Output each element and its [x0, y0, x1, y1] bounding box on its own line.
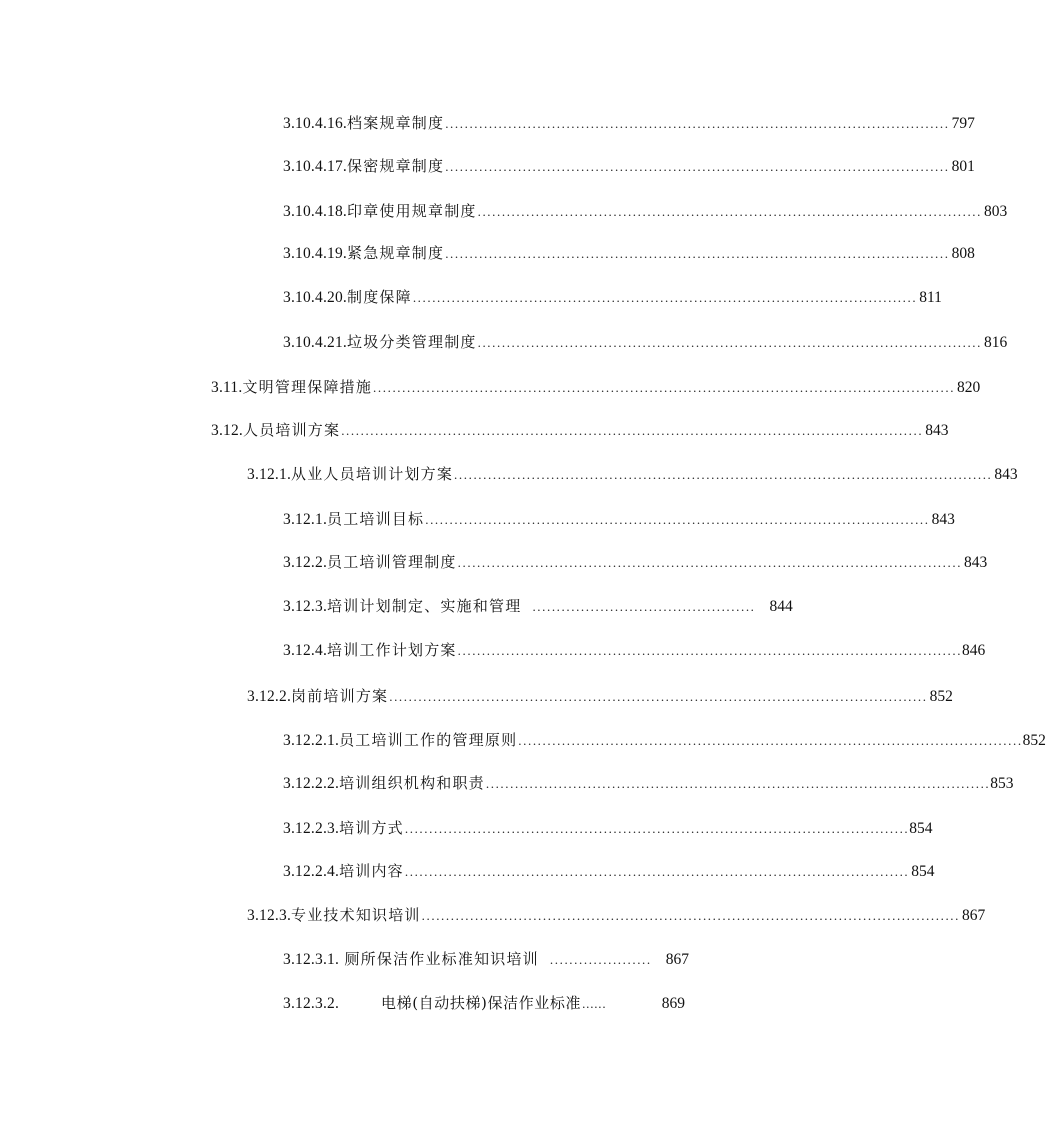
toc-dot-leader: ........................................................................................................	[425, 512, 930, 527]
toc-entry[interactable]	[283, 991, 685, 1015]
toc-dot-leader: ........................................................................................................................	[373, 380, 956, 395]
toc-entry[interactable]	[283, 947, 689, 971]
toc-entry-number: 3.10.4.21.	[283, 334, 347, 351]
toc-dot-leader: ........................................................................................................	[518, 733, 1023, 748]
toc-dot-leader: ........................................................................................................	[404, 864, 910, 879]
toc-dot-leader: ........................................................................................................	[485, 776, 991, 791]
toc-entry-number: 3.12.2.	[247, 688, 292, 705]
toc-entry-page: 852	[929, 688, 953, 705]
toc-entry[interactable]	[283, 638, 986, 662]
toc-dot-leader: ........................................................................................................................	[341, 423, 924, 438]
toc-entry[interactable]	[283, 154, 975, 178]
toc-dot-leader: ........................................................................................................	[412, 290, 918, 305]
toc-dot-leader: ......	[582, 996, 607, 1011]
toc-entry-title: 从业人员培训计划方案	[291, 465, 454, 483]
toc-entry-number: 3.11.	[211, 379, 243, 396]
toc-entry-number: 3.12.2.	[283, 554, 328, 571]
toc-entry[interactable]	[283, 859, 935, 883]
toc-entry-number: 3.10.4.19.	[283, 245, 347, 262]
toc-entry-number: 3.12.3.	[247, 907, 292, 924]
toc-entry-title: 培训方式	[339, 819, 404, 837]
toc-dot-leader: .....................	[549, 952, 652, 967]
toc-entry[interactable]	[247, 903, 986, 927]
toc-dot-leader: ........................................................................................................	[445, 116, 950, 131]
toc-entry[interactable]	[283, 241, 975, 265]
toc-entry-title: 岗前培训方案	[291, 687, 389, 705]
toc-entry-page: 869	[661, 995, 685, 1012]
toc-entry-title: 制度保障	[347, 288, 412, 306]
toc-entry-page: 801	[951, 158, 975, 175]
toc-entry[interactable]	[283, 330, 1008, 354]
toc-entry-title: 专业技术知识培训	[291, 906, 421, 924]
toc-entry-number: 3.12.3.1.	[283, 951, 340, 968]
toc-entry-page: 843	[964, 554, 988, 571]
toc-entry[interactable]	[283, 728, 1046, 752]
toc-entry[interactable]	[247, 684, 953, 708]
toc-dot-leader: ........................................................................................................	[457, 555, 963, 570]
toc-entry[interactable]	[283, 285, 942, 309]
toc-entry-number: 3.12.	[211, 422, 243, 439]
toc-entry-page: 846	[962, 642, 986, 659]
toc-entry-number: 3.12.3.	[283, 598, 328, 615]
toc-entry-page: 797	[951, 115, 975, 132]
toc-entry[interactable]	[283, 507, 955, 531]
toc-entry[interactable]	[211, 375, 981, 399]
toc-entry-page: 843	[994, 466, 1018, 483]
toc-dot-leader: ...............................................................................................................	[421, 908, 960, 923]
toc-entry-page: 843	[931, 511, 955, 528]
toc-entry-number: 3.12.2.4.	[283, 863, 340, 880]
toc-entry-page: 843	[925, 422, 949, 439]
toc-entry-title: 印章使用规章制度	[347, 202, 477, 220]
toc-entry-title: 员工培训目标	[327, 510, 425, 528]
toc-entry-page: 808	[951, 245, 975, 262]
toc-entry[interactable]	[283, 771, 1014, 795]
toc-entry[interactable]	[211, 418, 949, 442]
toc-entry-page: 852	[1022, 732, 1046, 749]
toc-entry-number: 3.12.1.	[283, 511, 328, 528]
toc-entry-number: 3.12.3.2.	[283, 995, 340, 1012]
toc-entry[interactable]	[283, 594, 793, 618]
toc-entry-number: 3.12.2.1.	[283, 732, 340, 749]
toc-entry-title: 厕所保洁作业标准知识培训	[344, 950, 539, 968]
toc-entry-page: 867	[665, 951, 689, 968]
toc-entry-page: 854	[909, 820, 933, 837]
toc-entry-page: 844	[769, 598, 793, 615]
toc-dot-leader: ...............................................................................................................	[389, 689, 928, 704]
toc-entry[interactable]	[283, 816, 933, 840]
toc-entry-page: 854	[911, 863, 935, 880]
toc-entry-page: 820	[957, 379, 981, 396]
toc-entry-title: 档案规章制度	[347, 114, 445, 132]
toc-entry[interactable]	[283, 111, 975, 135]
toc-entry-title: 员工培训管理制度	[327, 553, 457, 571]
toc-entry-title: 人员培训方案	[243, 421, 341, 439]
toc-entry-number: 3.10.4.16.	[283, 115, 347, 132]
toc-dot-leader: ........................................................................................................	[445, 159, 950, 174]
toc-entry-title: 培训工作计划方案	[327, 641, 457, 659]
toc-dot-leader: ........................................................................................................	[457, 643, 963, 658]
toc-entry[interactable]	[283, 550, 988, 574]
toc-entry-page: 816	[984, 334, 1008, 351]
toc-entry-page: 803	[984, 203, 1008, 220]
toc-entry-number: 3.10.4.20.	[283, 289, 347, 306]
toc-entry-number: 3.10.4.17.	[283, 158, 347, 175]
toc-dot-leader: ...............................................................................................................	[454, 467, 993, 482]
toc-entry-title: 电梯(自动扶梯)保洁作业标准	[381, 994, 582, 1012]
toc-entry-page: 853	[990, 775, 1014, 792]
toc-entry[interactable]	[283, 199, 1008, 223]
toc-entry-page: 811	[919, 289, 942, 306]
toc-entry-title: 培训组织机构和职责	[339, 774, 485, 792]
toc-entry-title: 紧急规章制度	[347, 244, 445, 262]
toc-entry-title: 文明管理保障措施	[242, 378, 373, 396]
toc-entry-title: 培训内容	[339, 862, 404, 880]
toc-entry-number: 3.10.4.18.	[283, 203, 347, 220]
toc-entry-title: 培训计划制定、实施和管理	[327, 597, 522, 615]
toc-entry[interactable]	[247, 462, 1018, 486]
toc-entry-number: 3.12.4.	[283, 642, 328, 659]
toc-dot-leader: ........................................................................................................	[404, 821, 910, 836]
toc-entry-title: 员工培训工作的管理原则	[339, 731, 518, 749]
toc-entry-number: 3.12.2.3.	[283, 820, 340, 837]
toc-dot-leader: ..............................................	[532, 599, 756, 614]
toc-entry-page: 867	[962, 907, 986, 924]
toc-entry-number: 3.12.1.	[247, 466, 292, 483]
toc-dot-leader: ........................................................................................................	[477, 204, 983, 219]
toc-dot-leader: ........................................................................................................	[477, 335, 983, 350]
toc-entry-title: 保密规章制度	[347, 157, 445, 175]
toc-entry-title: 垃圾分类管理制度	[347, 333, 477, 351]
toc-entry-number: 3.12.2.2.	[283, 775, 340, 792]
toc-dot-leader: ........................................................................................................	[445, 246, 950, 261]
